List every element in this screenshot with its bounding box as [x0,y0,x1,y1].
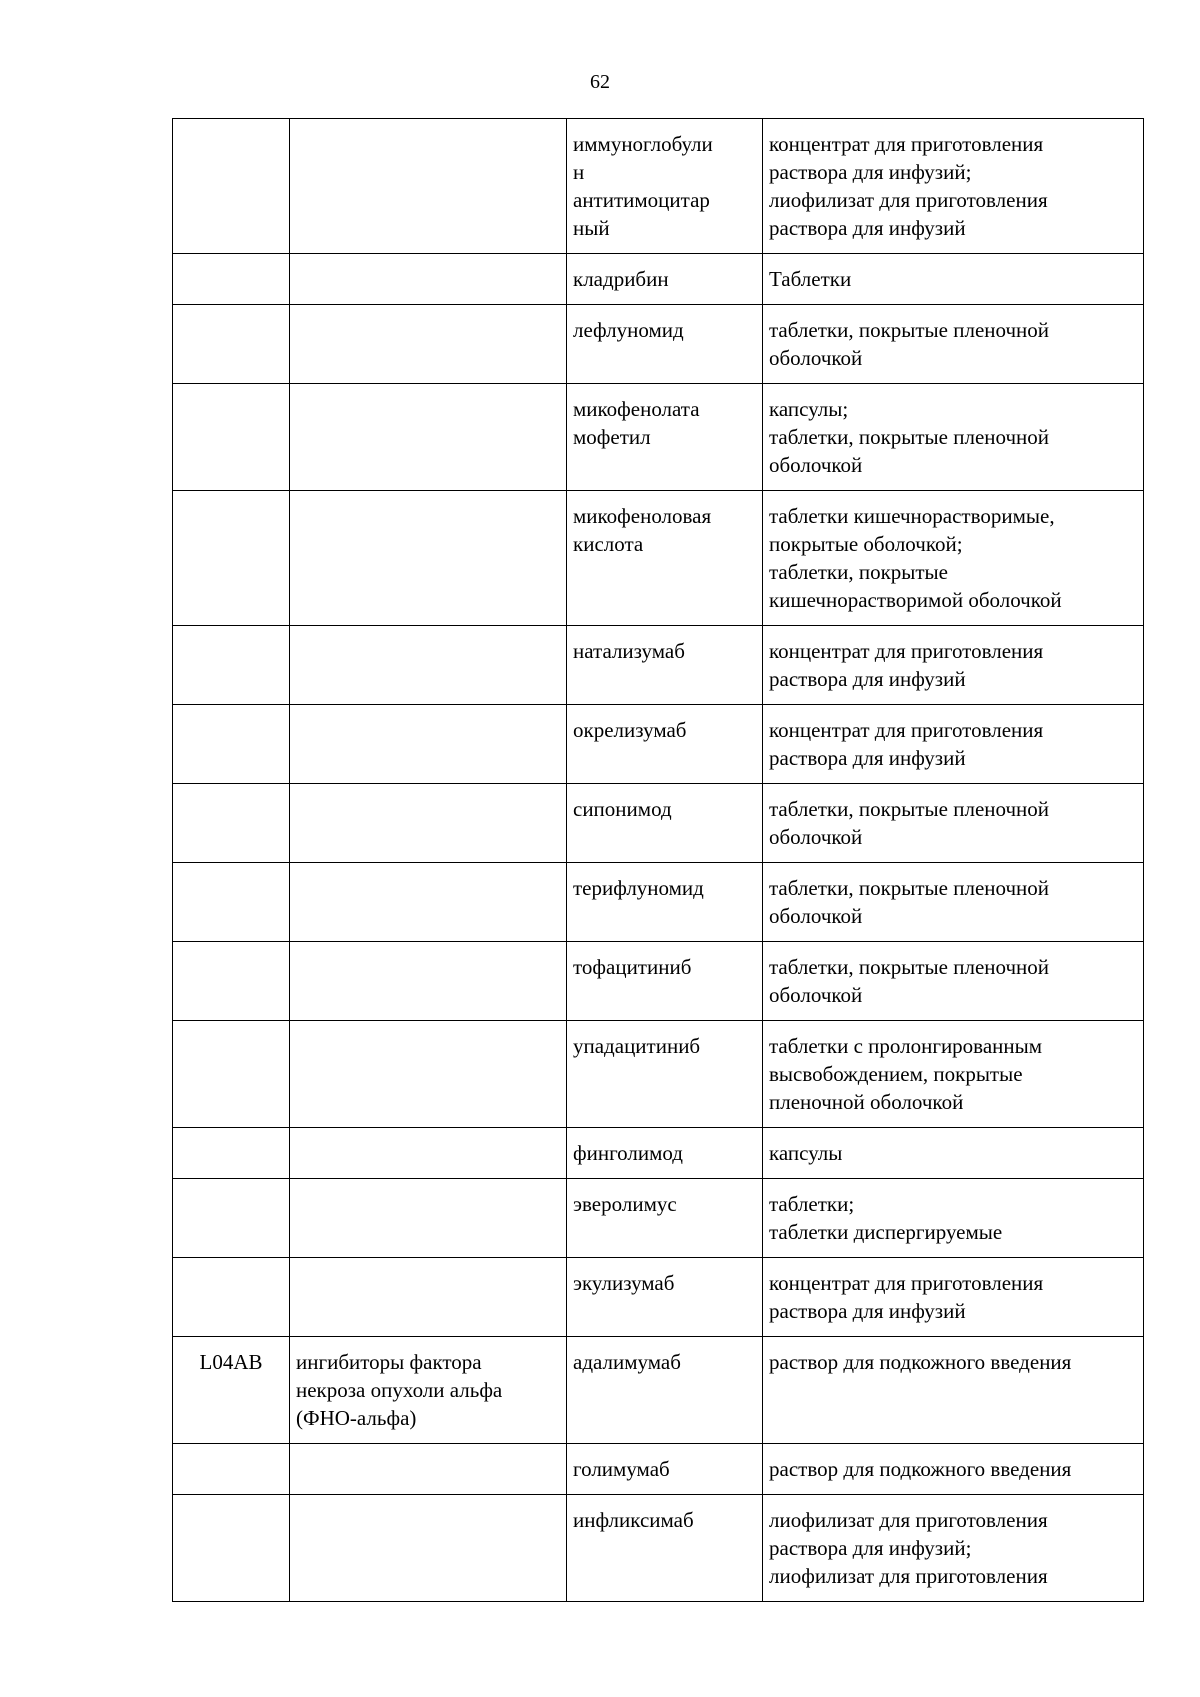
dosage-form-line: таблетки; [769,1192,855,1216]
atc-code-cell [173,705,290,784]
dosage-form-line: пленочной оболочкой [769,1090,964,1114]
atc-code-cell [173,1444,290,1495]
atc-code-cell [173,1258,290,1337]
pharmacological-group-cell [290,491,567,626]
dosage-form-line: оболочкой [769,825,863,849]
table-row [173,1495,1144,1602]
atc-code-cell [173,863,290,942]
dosage-form-line: лиофилизат для приготовления [769,1508,1048,1532]
dosage-form-line: концентрат для приготовления [769,718,1044,742]
atc-code-cell [173,1495,290,1602]
dosage-form-cell [763,1495,1144,1602]
pharmacological-group-line: некроза опухоли альфа [296,1378,503,1402]
dosage-form-cell [763,784,1144,863]
drug-name-line: микофенолата [573,397,700,421]
table-row [173,1179,1144,1258]
table-row [173,1444,1144,1495]
pharmacological-group-line: (ФНО-альфа) [296,1406,417,1430]
drug-name-line: терифлуномид [573,876,704,900]
dosage-form-line: раствор для подкожного введения [769,1457,1072,1481]
table-row [173,491,1144,626]
drug-name-cell [567,1337,763,1444]
atc-code-cell [173,254,290,305]
table-row [173,1258,1144,1337]
drug-name-cell [567,491,763,626]
drug-name-cell [567,784,763,863]
atc-code-cell [173,626,290,705]
dosage-form-line: концентрат для приготовления [769,132,1044,156]
pharmacological-group-cell [290,1258,567,1337]
dosage-form-line: лиофилизат для приготовления [769,1564,1048,1588]
drug-name-cell [567,1495,763,1602]
drug-name-cell [567,1179,763,1258]
pharmacological-group-line: ингибиторы фактора [296,1350,482,1374]
dosage-form-line: Таблетки [769,267,852,291]
dosage-form-cell [763,942,1144,1021]
drug-name-line: антитимоцитар [573,188,710,212]
dosage-form-line: оболочкой [769,346,863,370]
drug-name-line: экулизумаб [573,1271,675,1295]
drug-name-line: эверолимус [573,1192,677,1216]
dosage-form-line: раствора для инфузий [769,216,966,240]
drug-name-cell [567,863,763,942]
table-row [173,705,1144,784]
atc-code-cell [173,942,290,1021]
dosage-form-line: капсулы; [769,397,849,421]
pharmacological-group-cell [290,1128,567,1179]
dosage-form-cell [763,1128,1144,1179]
atc-code-cell [173,784,290,863]
dosage-form-cell [763,863,1144,942]
pharmacological-group-cell [290,1179,567,1258]
dosage-form-cell [763,1337,1144,1444]
table-row [173,863,1144,942]
atc-code-cell [173,1179,290,1258]
dosage-form-line: таблетки, покрытые пленочной [769,318,1050,342]
drug-name-cell [567,626,763,705]
atc-code-cell [173,1021,290,1128]
pharmacological-group-cell [290,1021,567,1128]
dosage-form-cell [763,1179,1144,1258]
drug-name-cell [567,1021,763,1128]
pharmacological-group-cell [290,942,567,1021]
pharmacological-group-cell [290,1495,567,1602]
drug-name-line: лефлуномид [573,318,684,342]
dosage-form-cell [763,305,1144,384]
drug-name-line: микофеноловая [573,504,712,528]
dosage-form-line: таблетки, покрытые пленочной [769,876,1050,900]
pharmacological-group-cell [290,1444,567,1495]
dosage-form-line: раствора для инфузий [769,1299,966,1323]
pharmacological-group-cell [290,119,567,254]
atc-code-cell [173,384,290,491]
dosage-form-line: лиофилизат для приготовления [769,188,1048,212]
drug-name-cell [567,705,763,784]
atc-code-cell [173,491,290,626]
dosage-form-line: таблетки с пролонгированным [769,1034,1043,1058]
pharmacological-group-cell [290,305,567,384]
dosage-form-cell [763,384,1144,491]
dosage-form-line: раствора для инфузий [769,667,966,691]
dosage-form-line: оболочкой [769,453,863,477]
drug-table [172,118,1144,1602]
drug-name-cell [567,1128,763,1179]
drug-name-line: кладрибин [573,267,669,291]
dosage-form-line: таблетки, покрытые пленочной [769,797,1050,821]
dosage-form-line: раствора для инфузий; [769,160,972,184]
dosage-form-cell [763,705,1144,784]
dosage-form-line: концентрат для приготовления [769,1271,1044,1295]
pharmacological-group-cell [290,705,567,784]
drug-name-cell [567,1444,763,1495]
table-row [173,784,1144,863]
dosage-form-line: раствора для инфузий; [769,1536,972,1560]
dosage-form-line: таблетки диспергируемые [769,1220,1003,1244]
drug-name-cell [567,384,763,491]
drug-name-line: кислота [573,532,644,556]
dosage-form-cell [763,119,1144,254]
dosage-form-line: высвобождением, покрытые [769,1062,1023,1086]
table-row [173,1021,1144,1128]
table-row [173,384,1144,491]
dosage-form-line: оболочкой [769,904,863,928]
table-body [173,119,1144,1602]
atc-code-cell [173,1128,290,1179]
drug-name-cell [567,254,763,305]
dosage-form-line: таблетки, покрытые пленочной [769,425,1050,449]
table-row [173,1337,1144,1444]
drug-name-line: ный [573,216,610,240]
pharmacological-group-cell [290,784,567,863]
drug-name-line: упадацитиниб [573,1034,701,1058]
atc-code-cell: L04AB [173,1337,290,1444]
dosage-form-line: покрытые оболочкой; [769,532,963,556]
table-row [173,942,1144,1021]
dosage-form-line: таблетки, покрытые пленочной [769,955,1050,979]
pharmacological-group-cell [290,254,567,305]
dosage-form-line: таблетки кишечнорастворимые, [769,504,1055,528]
drug-name-cell [567,305,763,384]
drug-name-line: инфликсимаб [573,1508,694,1532]
drug-name-line: окрелизумаб [573,718,687,742]
pharmacological-group-cell [290,1337,567,1444]
dosage-form-cell [763,1021,1144,1128]
dosage-form-cell [763,254,1144,305]
dosage-form-line: таблетки, покрытые [769,560,948,584]
table-row [173,305,1144,384]
table-row [173,626,1144,705]
atc-code-cell [173,305,290,384]
dosage-form-line: оболочкой [769,983,863,1007]
pharmacological-group-cell [290,626,567,705]
drug-name-line: н [573,160,585,184]
dosage-form-line: концентрат для приготовления [769,639,1044,663]
dosage-form-line: капсулы [769,1141,843,1165]
dosage-form-line: раствора для инфузий [769,746,966,770]
pharmacological-group-cell [290,384,567,491]
dosage-form-cell [763,1444,1144,1495]
dosage-form-cell [763,491,1144,626]
drug-name-cell [567,942,763,1021]
page-number: 62 [590,71,610,93]
drug-name-line: иммуноглобули [573,132,713,156]
drug-name-line: адалимумаб [573,1350,681,1374]
drug-name-cell [567,119,763,254]
drug-name-line: тофацитиниб [573,955,692,979]
table-row [173,119,1144,254]
dosage-form-cell [763,626,1144,705]
dosage-form-line: раствор для подкожного введения [769,1350,1072,1374]
table-row [173,254,1144,305]
pharmacological-group-cell [290,863,567,942]
drug-name-line: финголимод [573,1141,683,1165]
dosage-form-line: кишечнорастворимой оболочкой [769,588,1062,612]
table-row [173,1128,1144,1179]
drug-name-line: сипонимод [573,797,672,821]
atc-code-cell [173,119,290,254]
drug-name-line: натализумаб [573,639,685,663]
drug-name-cell [567,1258,763,1337]
drug-name-line: мофетил [573,425,651,449]
dosage-form-cell [763,1258,1144,1337]
drug-name-line: голимумаб [573,1457,670,1481]
